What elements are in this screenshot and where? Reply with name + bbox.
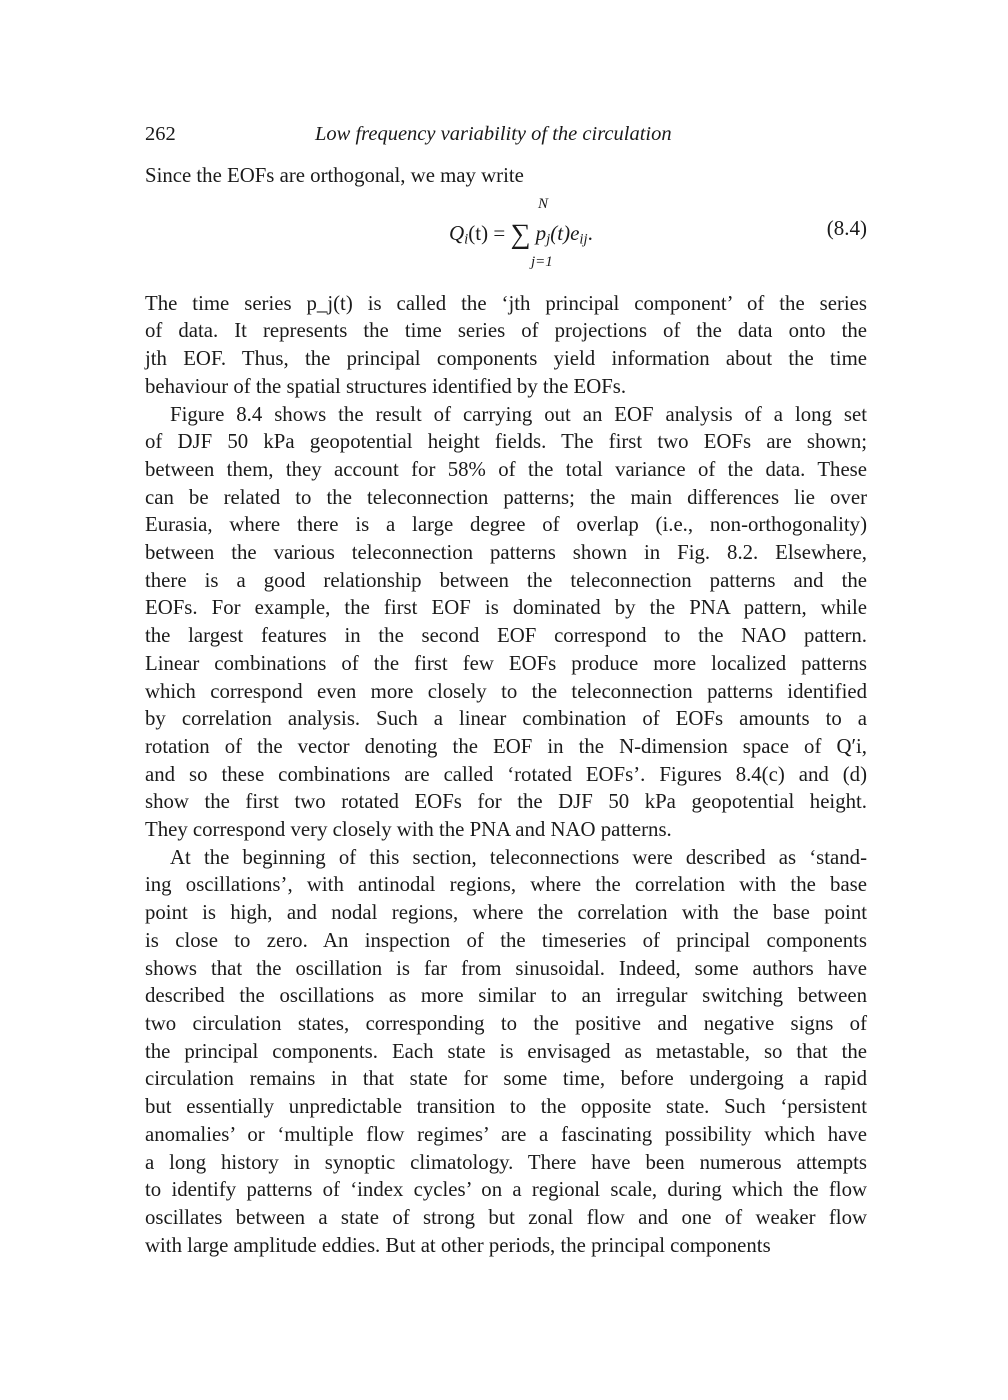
text-line: They correspond very closely with the PNA and NAO patterns. [145,818,672,842]
text-line: the principal components. Each state is envisaged as metastable, so that the [145,1039,867,1063]
equation-body [449,196,769,282]
equation-8-4 [145,196,867,282]
text-line: between the various teleconnection patterns shown in Fig. 8.2. Elsewhere, [145,541,867,565]
text-line: ing oscillations’, with antinodal regions, where the correlation with the base [145,873,867,897]
text-line: Linear combinations of the first few EOFs produce more localized patterns [145,651,867,675]
text-line: described the oscillations as more similar to an irregular switching between [145,984,867,1008]
equation-main [449,216,593,249]
eq-rhs-p: p [535,220,547,245]
eq-rhs-arg: (t)e [550,220,580,245]
text-line: shows that the oscillation is far from sinusoidal. Indeed, some authors have [145,956,867,980]
eq-rhs-e-sub: ij [579,231,588,248]
eq-rhs-end: . [587,220,593,245]
eq-lhs: Q [449,220,465,245]
text-line: which correspond even more closely to the teleconnection patterns identified [145,679,867,703]
page-number: 262 [145,123,176,145]
text-line: point is high, and nodal regions, where the correlation with the base point [145,901,867,925]
text-line: The time series p_j(t) is called the ‘jth principal component’ of the series [145,291,867,315]
text-line: is close to zero. An inspection of the timeseries of principal components [145,928,867,952]
sum-upper-limit: N [538,195,549,212]
text-line: show the first two rotated EOFs for the DJF 50 kPa geopotential height. [145,790,867,814]
text-line: two circulation states, corresponding to the positive and negative signs of [145,1011,867,1035]
eq-lhs-arg: (t) = [468,220,511,245]
text-line: of data. It represents the time series of projections of the data onto the [145,319,867,343]
text-line: Eurasia, where there is a large degree of overlap (i.e., non-orthogonality) [145,513,867,537]
text-line: of DJF 50 kPa geopotential height fields. The first two EOFs are shown; [145,430,867,454]
text-line: oscillates between a state of strong but zonal flow and one of weaker flow [145,1205,867,1229]
paragraph [145,844,867,1260]
text-line: between them, they account for 58% of the total variance of the data. These [145,457,867,481]
text-line: but essentially unpredictable transition to the opposite state. Such ‘persistent [145,1095,867,1119]
sum-symbol: ∑ [510,218,531,250]
text-line: EOFs. For example, the first EOF is dominated by the PNA pattern, while [145,596,867,620]
text-line: can be related to the teleconnection patterns; the main differences lie over [145,485,867,509]
text-line: circulation remains in that state for some time, before undergoing a rapid [145,1067,867,1091]
text-line: the largest features in the second EOF correspond to the NAO pattern. [145,624,867,648]
paragraph [145,401,867,844]
text-line: rotation of the vector denoting the EOF in the N-dimension space of Q′i, [145,734,867,758]
intro-line: Since the EOFs are orthogonal, we may write [145,164,524,187]
equation-number: (8.4) [826,215,867,240]
sum-lower-limit: j=1 [531,253,553,270]
eq-rhs-p-sub: j [546,231,551,248]
text-line: by correlation analysis. Such a linear combination of EOFs amounts to a [145,707,867,731]
eq-lhs-sub: i [464,231,469,248]
body-text [145,290,867,1260]
text-line: At the beginning of this section, teleconnections were described as ‘stand- [170,845,867,869]
text-line: jth EOF. Thus, the principal components yield information about the time [145,347,867,371]
text-line: anomalies’ or ‘multiple flow regimes’ are a fascinating possibility which have [145,1122,867,1146]
running-title: Low frequency variability of the circulation [315,123,672,145]
running-head [145,118,867,150]
paragraph [145,290,867,401]
text-line: and so these combinations are called ‘rotated EOFs’. Figures 8.4(c) and (d) [145,762,867,786]
text-line: behaviour of the spatial structures identified by the EOFs. [145,374,627,398]
text-line: Figure 8.4 shows the result of carrying out an EOF analysis of a long set [170,402,867,426]
text-line: to identify patterns of ‘index cycles’ on a regional scale, during which the flow [145,1178,867,1202]
text-line: with large amplitude eddies. But at other periods, the principal components [145,1233,771,1257]
text-line: there is a good relationship between the teleconnection patterns and the [145,568,867,592]
book-page [145,118,867,1259]
text-line: a long history in synoptic climatology. There have been numerous attempts [145,1150,867,1174]
